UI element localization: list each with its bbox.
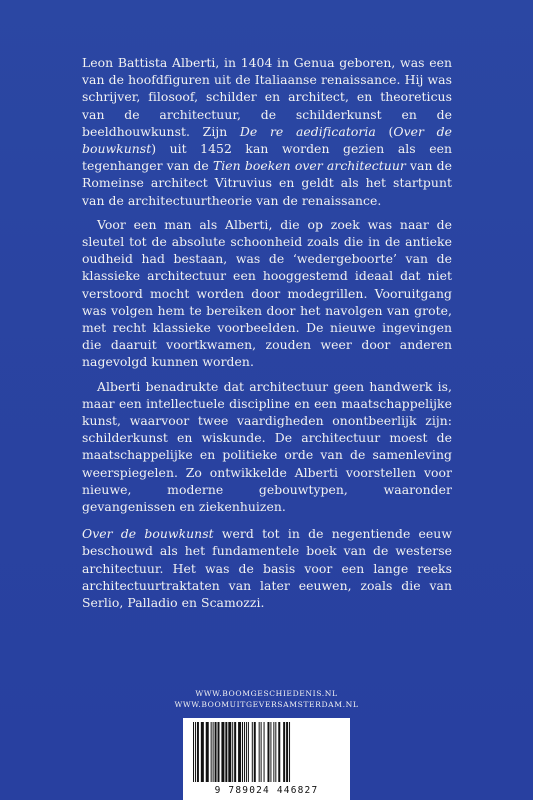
barcode-bar <box>201 722 204 782</box>
barcode-bar <box>267 722 269 782</box>
barcode-bar <box>275 722 276 782</box>
text-segment: Voor een man als Alberti, die op zoek was naar de sleutel tot de absolute schoonheid zoals die in de antieke oudheid had bestaan, was de ‘wedergeboorte’ van de klassieke architectuur een hooggestemd ideaal dat niet verstoord mocht worden door modegrillen. Vooruitgang was volgen hem te bereiken door het navolgen van grote, met recht klassieke voorbeelden. De nieuwe ingevingen die daaruit voortkwamen, zouden weer door anderen nagevolgd kunnen worden. <box>82 216 452 370</box>
text-segment: ( <box>375 123 394 139</box>
text-segment: Alberti benadrukte dat architectuur geen handwerk is, maar een intellectuele discipline en een maatschappelijke kunst, waarvoor twee vaardigheden onontbeerlijk zijn: schilderkunst en wiskunde. De architectuur moest de maatschappelijke en politieke orde van de samenleving weerspiegelen. Zo ontwikkelde Alberti voorstellen voor nieuwe, moderne gebouwtypen, waaronder gevangenissen en ziekenhuizen. <box>82 378 452 515</box>
barcode-bar <box>225 722 227 782</box>
barcode-bar <box>234 722 236 782</box>
url-boomgeschiedenis[interactable]: WWW.BOOMGESCHIEDENIS.NL <box>195 689 338 698</box>
barcode-bar <box>278 722 280 782</box>
barcode-bar <box>218 722 220 782</box>
paragraph-1 <box>82 54 452 209</box>
text-segment: van de Romeinse architect Vitruvius en geldt als het startpunt van de architectuurtheorie van de renaissance. <box>82 158 453 208</box>
italic-title: Tien boeken over architectuur <box>212 158 406 174</box>
barcode-bar <box>259 722 260 782</box>
barcode-bar <box>232 722 233 782</box>
barcode-bar <box>289 722 290 782</box>
barcode-bar <box>248 722 249 782</box>
barcode-bar <box>213 722 214 782</box>
barcode-bar <box>283 722 285 782</box>
italic-title: Over de bouwkunst <box>82 123 452 157</box>
text-segment: ) uit 1452 kan worden gezien als een tegenhanger van de <box>82 141 452 174</box>
url-boomuitgevers[interactable]: WWW.BOOMUITGEVERSAMSTERDAM.NL <box>174 700 359 709</box>
barcode-bar <box>193 722 194 782</box>
text-segment: werd tot in de negentiende eeuw beschouwd als het fundamentele boek van de westerse architectuur. Het was de basis voor een lange reeks architectuurtraktaten van later eeuwen, zoals die van Serlio, Palladio en Scamozzi. <box>82 526 452 611</box>
italic-title: De re aedificatoria <box>239 123 376 139</box>
barcode-bar <box>286 722 288 782</box>
barcode-bar <box>197 722 199 782</box>
paragraph-3 <box>82 378 452 516</box>
barcode-bar <box>264 722 265 782</box>
italic-title: Over de bouwkunst <box>82 526 214 542</box>
barcode-bar <box>254 722 256 782</box>
barcode-bar <box>246 722 247 782</box>
barcode-bar <box>211 722 212 782</box>
barcode <box>183 718 350 800</box>
barcode-bar <box>206 722 209 782</box>
barcode-bar <box>273 722 274 782</box>
barcode-bar <box>195 722 196 782</box>
barcode-bar <box>270 722 271 782</box>
publisher-urls <box>0 688 533 710</box>
isbn-number: 9 789024 446827 <box>214 785 319 796</box>
barcode-bars <box>191 722 342 782</box>
barcode-bar <box>215 722 217 782</box>
blurb-text <box>82 54 452 618</box>
barcode-bar <box>221 722 224 782</box>
barcode-bar <box>228 722 231 782</box>
barcode-bar <box>242 722 243 782</box>
text-segment: Leon Battista Alberti, in 1404 in Genua geboren, was een van de hoofdfiguren uit de Italiaanse renaissance. Hij was schrijver, filosoof, schilder en architect, en theoreticus van de architectuur, de schilderkunst en de beeldhouwkunst. Zijn <box>82 55 452 139</box>
paragraph-2 <box>82 216 452 371</box>
barcode-bar <box>238 722 241 782</box>
barcode-bar <box>252 722 253 782</box>
barcode-bar <box>261 722 262 782</box>
paragraph-4 <box>82 525 452 611</box>
barcode-bar <box>244 722 245 782</box>
